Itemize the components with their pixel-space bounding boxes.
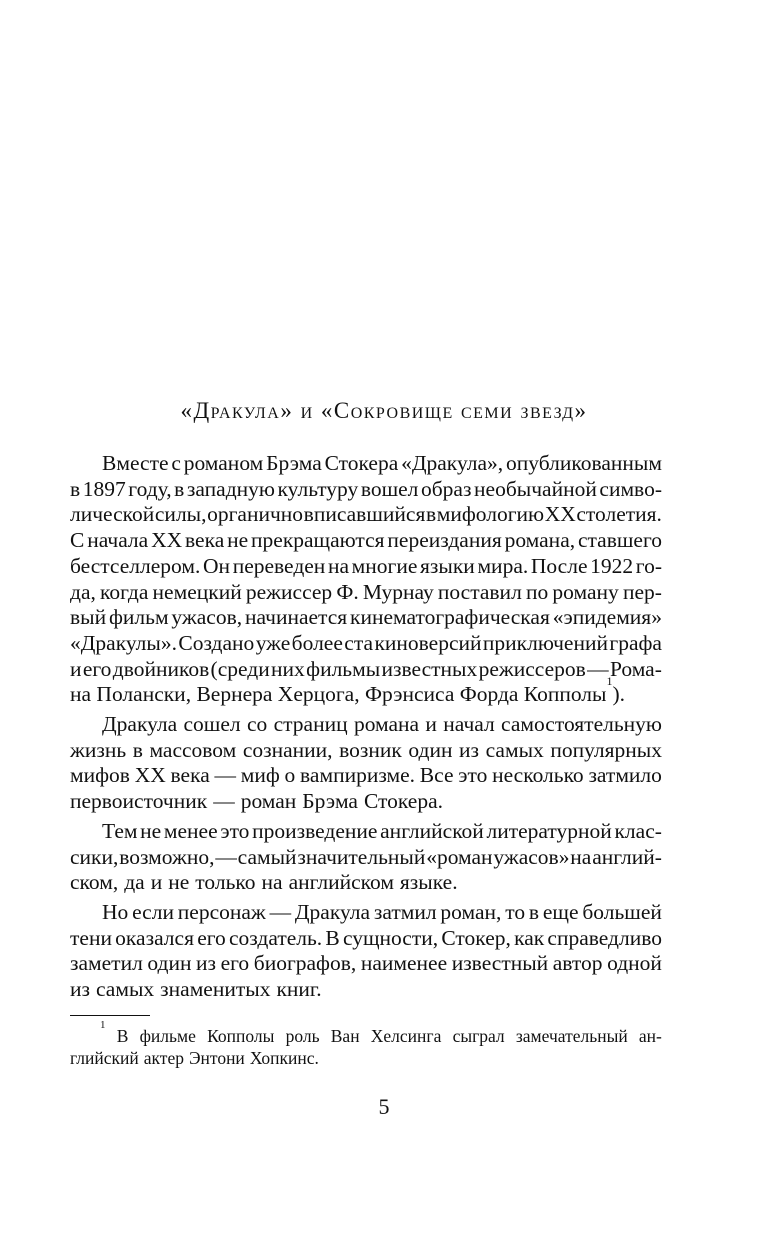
word: один bbox=[408, 737, 453, 762]
word: мифологию bbox=[436, 502, 545, 527]
word: Стокер, bbox=[441, 925, 511, 950]
word: киноверсий bbox=[374, 630, 482, 655]
word: прекращаются bbox=[251, 528, 385, 553]
word: вампиризме. bbox=[300, 763, 416, 788]
word: его bbox=[197, 925, 226, 950]
word: столетия. bbox=[576, 502, 662, 527]
footnote-line bbox=[70, 1047, 662, 1069]
word: С bbox=[70, 528, 85, 553]
text-line bbox=[70, 844, 662, 870]
word: роль bbox=[285, 1026, 320, 1046]
text-line bbox=[70, 976, 662, 1002]
word: бестселлером. bbox=[70, 553, 201, 578]
word: органично bbox=[207, 502, 304, 527]
word: XX bbox=[151, 528, 183, 553]
word: из bbox=[459, 737, 480, 762]
word: один bbox=[147, 951, 192, 976]
word: на bbox=[261, 870, 283, 895]
word: книг. bbox=[276, 977, 322, 1001]
text-line bbox=[70, 788, 662, 814]
word: романа bbox=[353, 712, 420, 736]
word: фильмы bbox=[306, 656, 381, 681]
word: в bbox=[425, 502, 437, 527]
word: и bbox=[425, 712, 437, 736]
word: режиссер bbox=[245, 579, 333, 604]
word: в bbox=[528, 899, 540, 924]
word: популярных bbox=[550, 737, 662, 762]
word: жизнь bbox=[70, 737, 127, 762]
word: его bbox=[220, 951, 250, 976]
word: роману bbox=[552, 579, 619, 604]
word: массовом bbox=[149, 737, 237, 762]
word: сыграл bbox=[452, 1026, 505, 1046]
word: — bbox=[587, 656, 609, 681]
word: языке. bbox=[399, 870, 458, 895]
word: го- bbox=[635, 553, 662, 578]
word: более bbox=[291, 630, 343, 655]
word: В bbox=[325, 925, 340, 950]
word: Ф. bbox=[336, 579, 359, 604]
word: Брэма bbox=[302, 789, 358, 814]
word: да, bbox=[70, 579, 96, 604]
word: если bbox=[132, 899, 174, 924]
word: английской bbox=[380, 818, 484, 843]
word: романом bbox=[183, 451, 264, 475]
word: менее bbox=[163, 818, 218, 843]
word: возник bbox=[339, 737, 402, 762]
word: — bbox=[213, 789, 235, 814]
word: ском, bbox=[70, 870, 119, 895]
word: известных bbox=[381, 656, 478, 681]
word: литературной bbox=[486, 818, 612, 843]
text-line bbox=[70, 630, 662, 656]
word: мифов bbox=[70, 763, 130, 788]
text-line bbox=[70, 553, 662, 579]
word: только bbox=[195, 870, 256, 895]
word: «эпидемия» bbox=[552, 605, 662, 630]
word: английском bbox=[288, 870, 394, 895]
word: необычайной bbox=[474, 476, 597, 501]
word: романа, bbox=[504, 528, 576, 553]
word: когда bbox=[100, 579, 149, 604]
word: самых bbox=[485, 737, 544, 762]
footnote-marker[interactable]: 1 bbox=[606, 674, 613, 689]
word: языки bbox=[420, 553, 475, 578]
word: Мурнау bbox=[362, 579, 434, 604]
word: Но bbox=[102, 899, 129, 924]
word: 1897 bbox=[82, 476, 126, 501]
word: — bbox=[269, 899, 292, 924]
word: англий- bbox=[592, 844, 662, 869]
word: Хелсинга bbox=[370, 1026, 442, 1046]
word: силы, bbox=[154, 502, 207, 527]
word: Хопкинс. bbox=[249, 1048, 319, 1068]
text-line bbox=[70, 950, 662, 976]
text-line bbox=[70, 604, 662, 630]
word: фильме bbox=[139, 1026, 196, 1046]
word: сики, bbox=[70, 844, 119, 869]
word: в bbox=[174, 476, 185, 501]
word: Все bbox=[419, 763, 454, 788]
word: тени bbox=[70, 925, 112, 950]
text-line bbox=[70, 762, 662, 788]
word: создатель. bbox=[229, 925, 323, 950]
word: поставил bbox=[437, 579, 522, 604]
text-fragment: ). bbox=[612, 682, 626, 707]
word: в bbox=[132, 737, 143, 762]
word: да bbox=[124, 870, 145, 895]
word: из bbox=[196, 951, 217, 976]
word: то bbox=[505, 899, 526, 924]
word: роман, bbox=[440, 899, 502, 924]
word: автор bbox=[552, 951, 603, 976]
word: Рома- bbox=[609, 656, 662, 681]
word: Дракула bbox=[102, 712, 178, 736]
word: немецкий bbox=[152, 579, 242, 604]
text-line bbox=[70, 869, 662, 895]
word: актер bbox=[143, 1048, 184, 1068]
word: самый bbox=[237, 844, 297, 869]
word: XX bbox=[134, 763, 166, 788]
text-line bbox=[102, 711, 662, 737]
word: страниц bbox=[273, 712, 348, 736]
word: не bbox=[227, 528, 249, 553]
word: самостоятельную bbox=[501, 712, 662, 736]
chapter-title: «Дракула» и «Сокровище семи звезд» bbox=[180, 398, 588, 423]
word: глийский bbox=[70, 1048, 139, 1068]
word: ставшего bbox=[577, 528, 662, 553]
word: со bbox=[246, 712, 268, 736]
word: «Дракулы». bbox=[70, 630, 177, 655]
word: (среди bbox=[210, 656, 270, 681]
word: сущности, bbox=[342, 925, 439, 950]
word: уже bbox=[255, 630, 291, 655]
word: «Дракула», bbox=[401, 451, 504, 475]
text-line bbox=[102, 450, 662, 476]
word: замечательный bbox=[515, 1026, 628, 1046]
word: биографов, bbox=[253, 951, 357, 976]
word: затмил bbox=[373, 899, 437, 924]
word: одной bbox=[607, 951, 662, 976]
word: его bbox=[82, 656, 112, 681]
word: них bbox=[271, 656, 305, 681]
footnote-separator bbox=[70, 1015, 150, 1016]
word: не bbox=[140, 818, 162, 843]
word: начинается bbox=[244, 605, 348, 630]
word: двойников bbox=[112, 656, 210, 681]
word: режиссеров bbox=[478, 656, 586, 681]
word: и bbox=[150, 870, 163, 895]
word: После bbox=[530, 553, 588, 578]
word: Копполы bbox=[207, 1026, 275, 1046]
word: многие bbox=[351, 553, 418, 578]
word: известный bbox=[451, 951, 549, 976]
word: ста bbox=[344, 630, 374, 655]
word: симво- bbox=[599, 476, 662, 501]
word: — bbox=[214, 763, 236, 788]
word: графа bbox=[609, 630, 662, 655]
word: начал bbox=[443, 712, 495, 736]
word: ужасов, bbox=[171, 605, 243, 630]
word: Вместе bbox=[102, 451, 169, 475]
word: в bbox=[70, 476, 81, 501]
word: образ bbox=[420, 476, 472, 501]
word: века bbox=[170, 763, 210, 788]
text-line bbox=[70, 925, 662, 951]
word: вый bbox=[70, 605, 107, 630]
word: лической bbox=[70, 502, 155, 527]
word: Стокера bbox=[324, 451, 399, 475]
word: о bbox=[284, 763, 296, 788]
text-line bbox=[70, 527, 662, 553]
word: возможно, bbox=[119, 844, 215, 869]
word: фильм bbox=[108, 605, 169, 630]
word: из bbox=[70, 977, 90, 1001]
word: сошел bbox=[183, 712, 241, 736]
word: заметил bbox=[70, 951, 143, 976]
word: кинематографическая bbox=[350, 605, 550, 630]
word: Брэма bbox=[266, 451, 322, 475]
word: произведение bbox=[252, 818, 378, 843]
word: самых bbox=[96, 977, 155, 1001]
word: затмило bbox=[588, 763, 662, 788]
word: большей bbox=[582, 899, 662, 924]
word: наименее bbox=[360, 951, 448, 976]
word: Он bbox=[203, 553, 231, 578]
word: году, bbox=[128, 476, 172, 501]
word: не bbox=[168, 870, 190, 895]
word: оказался bbox=[115, 925, 194, 950]
word: на bbox=[327, 553, 350, 578]
text-line bbox=[102, 818, 662, 844]
word: Энтони bbox=[188, 1048, 245, 1068]
word: еще bbox=[542, 899, 579, 924]
text-line bbox=[102, 899, 662, 925]
text-line bbox=[70, 674, 662, 707]
word: 1922 bbox=[590, 553, 634, 578]
word: значительный bbox=[297, 844, 426, 869]
word: по bbox=[525, 579, 549, 604]
word: роман bbox=[240, 789, 297, 814]
word: знаменитых bbox=[160, 977, 271, 1001]
word: Тем bbox=[102, 818, 138, 843]
word: Создано bbox=[178, 630, 255, 655]
word: опубликованным bbox=[505, 451, 662, 475]
text-line bbox=[70, 501, 662, 527]
word: на bbox=[570, 844, 592, 869]
word: мира. bbox=[477, 553, 529, 578]
word: пер- bbox=[622, 579, 662, 604]
word: это bbox=[458, 763, 488, 788]
word: В bbox=[116, 1026, 129, 1046]
word: ужасов» bbox=[493, 844, 570, 869]
word: как bbox=[514, 925, 545, 950]
word: переведен bbox=[232, 553, 326, 578]
word: культуру bbox=[277, 476, 359, 501]
word: западную bbox=[186, 476, 275, 501]
word: миф bbox=[240, 763, 280, 788]
word: Ван bbox=[330, 1026, 360, 1046]
word: сознании, bbox=[242, 737, 333, 762]
text-line bbox=[70, 656, 662, 682]
text-line bbox=[70, 579, 662, 605]
word: приключений bbox=[482, 630, 608, 655]
word: первоисточник bbox=[70, 789, 208, 814]
text-line bbox=[70, 737, 662, 763]
word: персонаж bbox=[177, 899, 266, 924]
word: и bbox=[70, 656, 82, 681]
word: переиздания bbox=[387, 528, 502, 553]
word: века bbox=[185, 528, 225, 553]
word: справедливо bbox=[547, 925, 662, 950]
text-fragment: на Полански, Вернера Херцога, Фрэнсиса Форда Копполы bbox=[70, 682, 607, 707]
word: XX bbox=[544, 502, 576, 527]
page-number: 5 bbox=[378, 1094, 390, 1119]
word: это bbox=[220, 818, 250, 843]
word: начала bbox=[87, 528, 149, 553]
word: «роман bbox=[426, 844, 493, 869]
word: с bbox=[171, 451, 181, 475]
footnote-number: 1 bbox=[100, 1019, 106, 1031]
text-line bbox=[70, 476, 662, 502]
word: ан- bbox=[638, 1026, 662, 1046]
word: Стокера. bbox=[363, 789, 444, 814]
word: — bbox=[215, 844, 237, 869]
word: вписавшийся bbox=[303, 502, 426, 527]
word: несколько bbox=[492, 763, 584, 788]
word: вошел bbox=[360, 476, 419, 501]
word: Дракула bbox=[294, 899, 371, 924]
footnote-line bbox=[100, 1019, 662, 1047]
word: клас- bbox=[614, 818, 662, 843]
